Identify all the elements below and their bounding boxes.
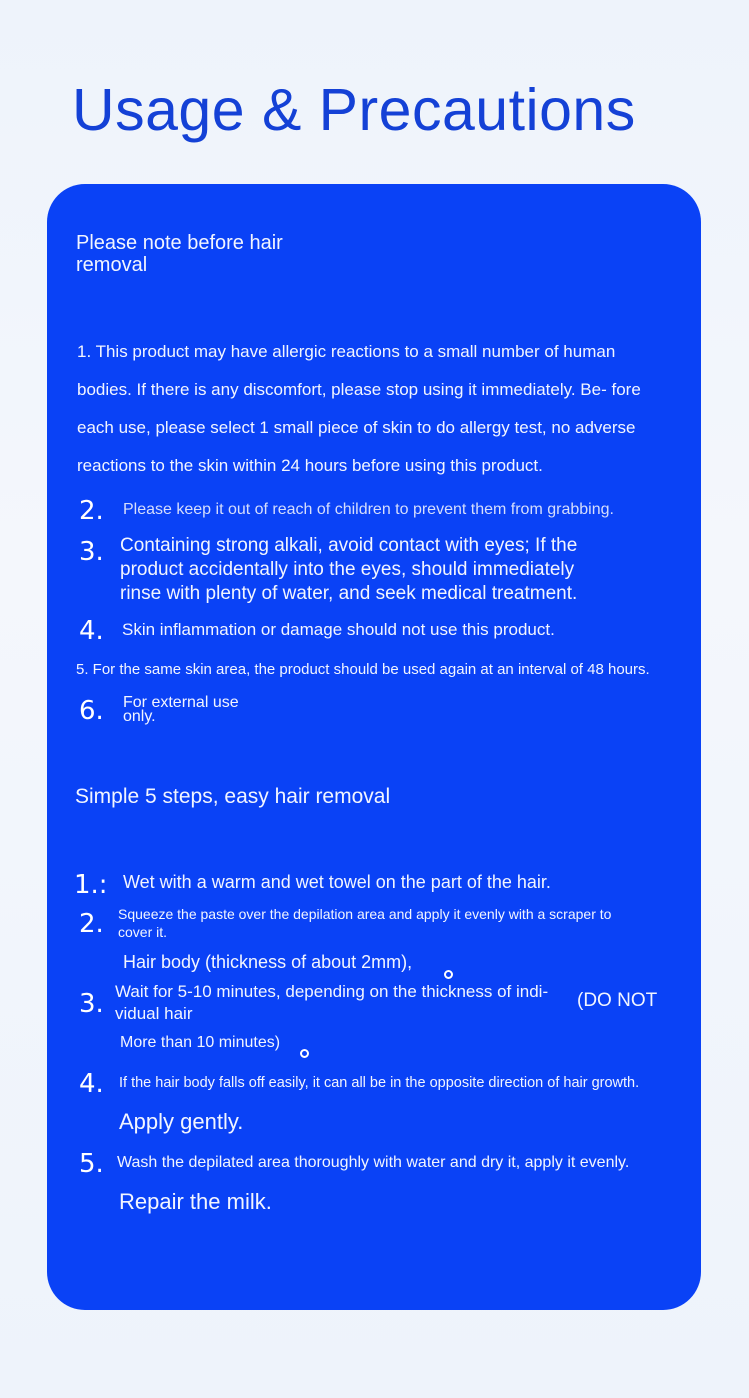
step-5-number: 5. bbox=[79, 1149, 104, 1179]
notes-heading-line1: Please note before hair bbox=[76, 232, 283, 254]
note-item-4-text: Skin inflammation or damage should not use this product. bbox=[122, 620, 555, 639]
step-4-line1: If the hair body falls off easily, it can all be in the opposite direction of hair growth. bbox=[119, 1075, 640, 1091]
note-item-3-line1: Containing strong alkali, avoid contact with eyes; If the bbox=[120, 535, 578, 556]
note-item-1: 1. This product may have allergic reactions to a small number of human bodies. If there is any discomfort, please stop using it immediately. Be- fore each use, please select 1 small piece of skin to do allergy test, no adverse reactions to the skin within 24 hours before using this product. bbox=[77, 342, 641, 475]
bullet-circle-icon bbox=[300, 1049, 309, 1058]
step-4-number: 4. bbox=[79, 1069, 104, 1099]
note-item-2-text: Please keep it out of reach of children to prevent them from grabbing. bbox=[123, 501, 614, 518]
step-5-line1: Wash the depilated area thoroughly with water and dry it, apply it evenly. bbox=[117, 1154, 630, 1171]
step-1-text: Wet with a warm and wet towel on the part of the hair. bbox=[123, 872, 551, 892]
step-3-aside: (DO NOT bbox=[577, 990, 658, 1011]
notes-heading-line2: removal bbox=[76, 254, 148, 276]
note-item-2-number: 2. bbox=[79, 496, 104, 526]
note-item-3-line2: product accidentally into the eyes, should immediately bbox=[120, 559, 575, 580]
step-3-line1: Wait for 5-10 minutes, depending on the thickness of indi- bbox=[115, 982, 549, 1001]
precautions-card bbox=[47, 184, 701, 1310]
step-2-line3: Hair body (thickness of about 2mm), bbox=[123, 952, 413, 972]
step-3-line3: More than 10 minutes) bbox=[120, 1034, 281, 1051]
step-1-number: 1.: bbox=[74, 870, 108, 900]
note-item-4-number: 4. bbox=[79, 616, 104, 646]
note-item-6-number: 6. bbox=[79, 696, 104, 726]
step-2-number: 2. bbox=[79, 909, 104, 939]
note-item-3-number: 3. bbox=[79, 537, 104, 567]
note-item-6-line1: For external use bbox=[123, 694, 239, 711]
step-3-line2: vidual hair bbox=[115, 1004, 193, 1023]
step-2-line2: cover it. bbox=[118, 924, 168, 940]
step-2-line1: Squeeze the paste over the depilation area and apply it evenly with a scraper to bbox=[118, 906, 612, 922]
steps-heading: Simple 5 steps, easy hair removal bbox=[75, 785, 391, 808]
step-4-line2: Apply gently. bbox=[119, 1109, 244, 1134]
note-item-5-text: 5. For the same skin area, the product should be used again at an interval of 48 hours. bbox=[76, 661, 650, 678]
page-title: Usage & Precautions bbox=[72, 77, 636, 143]
step-5-line2: Repair the milk. bbox=[119, 1189, 272, 1214]
note-item-6-line2: only. bbox=[123, 708, 156, 725]
bullet-circle-icon bbox=[444, 970, 453, 979]
step-3-number: 3. bbox=[79, 989, 104, 1019]
note-item-3-line3: rinse with plenty of water, and seek medical treatment. bbox=[120, 583, 578, 604]
